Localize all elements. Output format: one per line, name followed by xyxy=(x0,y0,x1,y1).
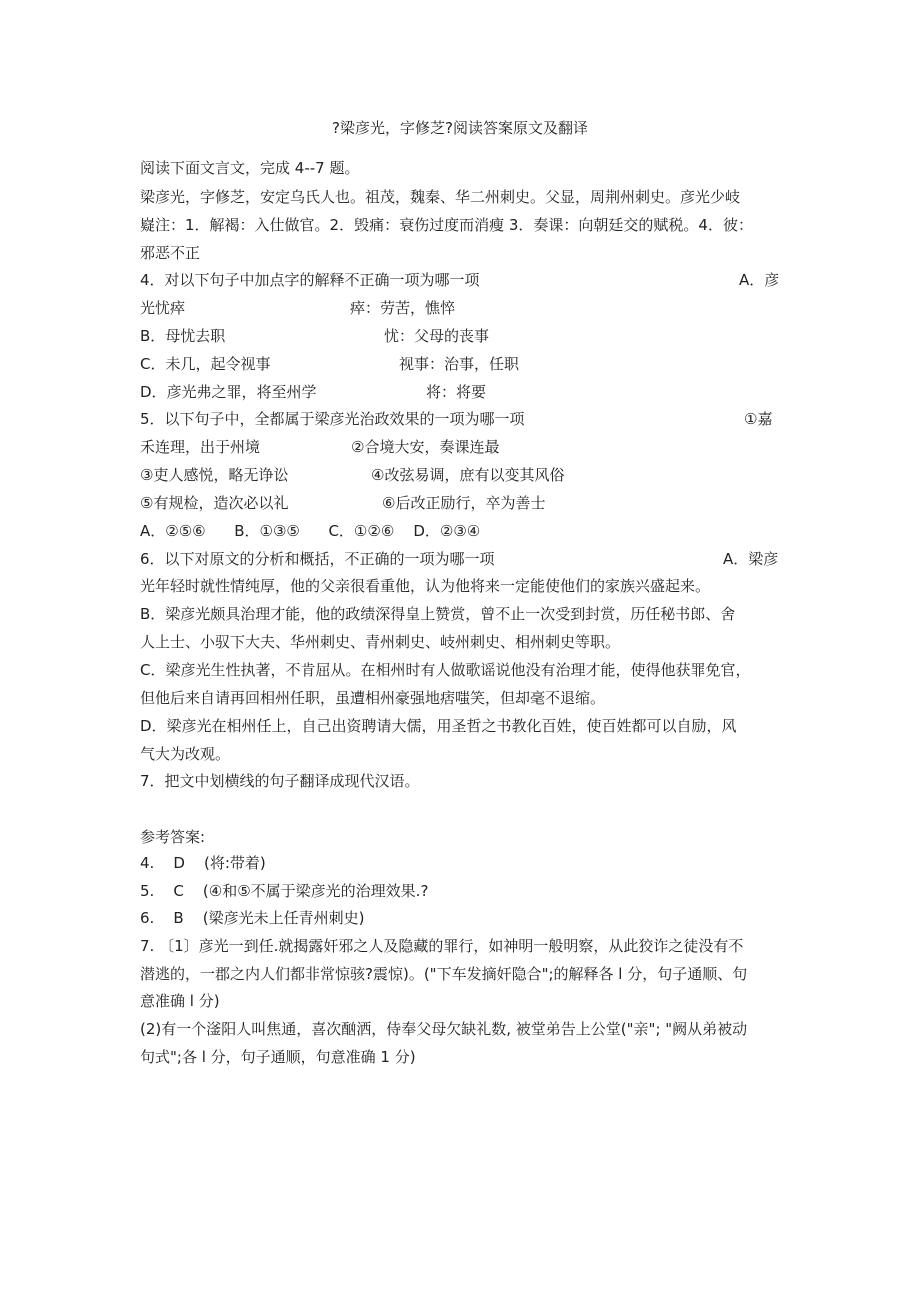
notes-line-2: 邪恶不正 xyxy=(140,244,201,262)
q6-option-b-1: B．梁彦光颇具治理才能，他的政绩深得皇上赞赏，曾不止一次受到封赏，历任秘书郎、舍 xyxy=(140,605,736,623)
q4-option-c: C．未几，起令视事 xyxy=(140,355,271,373)
notes-line-1: 嶷注：1．解褐：入仕做官。2．毁痛：衰伤过度而消瘦 3．奏课：向朝廷交的赋税。4．彼： xyxy=(140,216,753,234)
page-title: ?梁彦光，字修芝?阅读答案原文及翻译 xyxy=(332,119,588,137)
q6-option-c-1: C．梁彦光生性执著，不肯屈从。在相州时有人做歌谣说他没有治理才能，使得他获罪免官， xyxy=(140,661,751,679)
q6-option-a-cont: 光年轻时就性情纯厚，他的父亲很看重他，认为他将来一定能使他们的家族兴盛起来。 xyxy=(140,577,711,595)
q5-item-4: ④改弦易调，庶有以变其风俗 xyxy=(371,466,565,484)
q4-option-b: B．母忧去职 xyxy=(140,327,226,345)
q5-options: A．②⑤⑥ B．①③⑤ C．①②⑥ D．②③④ xyxy=(140,522,481,540)
q4-option-a-start: A．彦 xyxy=(739,271,780,289)
answer-6: 6. B (梁彦光未上任青州刺史) xyxy=(140,909,365,927)
answer-7-line-1: 7. 〔1〕彦光一到任.就揭露奸邪之人及隐藏的罪行，如神明一般明察，从此狡诈之徒没有不 xyxy=(140,937,744,955)
answer-7-line-3: 意准确 l 分) xyxy=(140,992,220,1010)
q4-option-d-gloss: 将：将要 xyxy=(426,383,487,401)
q6-option-d-2: 气大为改观。 xyxy=(140,745,231,763)
q6-option-a-start: A．梁彦 xyxy=(723,550,779,568)
answer-7-line-4: (2)有一个滏阳人叫焦通，喜次酗洒，侍奉父母欠缺礼数, 被堂弟告上公堂("亲"; "阙从弟被动 xyxy=(140,1020,748,1038)
q5-stem: 5．以下句子中，全都属于梁彦光治政效果的一项为哪一项 xyxy=(140,410,525,428)
q4-option-c-gloss: 视事：治事，任职 xyxy=(399,355,520,373)
q5-item-1-start: ①嘉 xyxy=(744,410,773,428)
q6-option-d-1: D．梁彦光在相州任上，自己出资聘请大儒，用圣哲之书教化百姓，使百姓都可以自励，风 xyxy=(140,717,737,735)
passage-line: 梁彦光，字修芝，安定乌氏人也。祖茂，魏秦、华二州刺史。父显，周荆州刺史。彦光少岐 xyxy=(140,188,741,206)
answer-7-line-2: 潜逃的，一郡之内人们都非常惊骇?震惊)。("下车发摘奸隐合";的解释各 l 分，句子通顺、句 xyxy=(140,965,748,983)
q6-option-b-2: 人上士、小驭下大夫、华州刺史、青州刺史、岐州刺史、相州刺史等职。 xyxy=(140,633,621,651)
answer-7-line-5: 句式";各 l 分，句子通顺，句意准确 1 分) xyxy=(140,1048,416,1066)
q4-option-a-gloss: 瘁：劳苦，憔悴 xyxy=(350,299,456,317)
q4-stem: 4．对以下句子中加点字的解释不正确一项为哪一项 xyxy=(140,271,480,289)
q5-item-6: ⑥后改正励行，卒为善士 xyxy=(382,494,546,512)
q5-item-5: ⑤有规检，造次必以礼 xyxy=(140,494,289,512)
answers-heading: 参考答案: xyxy=(140,828,206,846)
q5-item-1-cont: 禾连理，出于州境 xyxy=(140,438,261,456)
q4-option-a-cont: 光忧瘁 xyxy=(140,299,186,317)
q5-item-2: ②合境大安，奏课连最 xyxy=(351,438,500,456)
q4-option-b-gloss: 忧：父母的丧事 xyxy=(384,327,490,345)
q7-stem: 7．把文中划横线的句子翻译成现代汉语。 xyxy=(140,772,420,790)
answer-5: 5. C (④和⑤不属于梁彦光的治理效果.? xyxy=(140,882,429,900)
answer-4: 4. D (将:带着) xyxy=(140,854,266,872)
q4-option-d: D．彦光弗之罪，将至州学 xyxy=(140,383,317,401)
q6-option-c-2: 但他后来自请再回相州任职，虽遭相州豪强地痞嗤笑，但却毫不退缩。 xyxy=(140,689,606,707)
q6-stem: 6．以下对原文的分析和概括，不正确的一项为哪一项 xyxy=(140,550,495,568)
q5-item-3: ③吏人感悦，略无诤讼 xyxy=(140,466,289,484)
intro-line: 阅读下面文言文，完成 4--7 题。 xyxy=(140,159,360,177)
